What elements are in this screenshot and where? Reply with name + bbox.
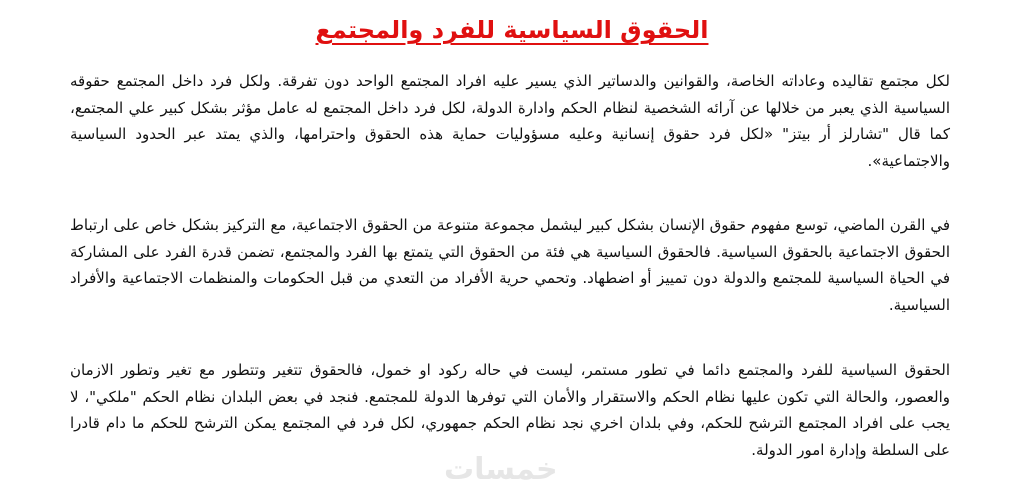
paragraph-3: الحقوق السياسية للفرد والمجتمع دائما في تطور مستمر، ليست في حاله ركود او خمول، فالحقوق تتغير وتتطور مع تغير وتطور الازمان والعصور، والحالة التي تكون عليها نظام الحكم والاستقرار والأمان التي توفرها الدولة للمجتمع. فنجد في بعض البلدان نظام الحكم "ملكي"، لا يجب على افراد المجتمع الترشح للحكم، وفي بلدان اخري نجد نظام الحكم جمهوري، لكل فرد في المجتمع يمكن الترشح للحكم ما دام قادرا على السلطة وإدارة امور الدولة. [70,361,950,459]
paragraph-1: لكل مجتمع تقاليده وعاداته الخاصة، والقوانين والدساتير الذي يسير عليه افراد المجتمع الواحد دون تفرقة. ولكل فرد داخل المجتمع حقوقه السياسية الذي يعبر من خلالها عن آرائه الشخصية لنظام الحكم وادارة الدولة، لكل فرد داخل المجتمع له عامل مؤثر بشكل كبير علي المجتمع، كما قال "تشارلز أر بيتز" «لكل فرد حقوق إنسانية وعليه مسؤوليات حماية هذه الحقوق واحترامها، والذي يمتد عبر الحدود السياسية والاجتماعية». [70,72,950,170]
paragraph-2: في القرن الماضي، توسع مفهوم حقوق الإنسان بشكل كبير ليشمل مجموعة متنوعة من الحقوق الاجتماعية، مع التركيز بشكل خاص على ارتباط الحقوق الاجتماعية بالحقوق السياسية. فالحقوق السياسية هي فئة من الحقوق التي يتمتع بها الفرد والمجتمع، تضمن قدرة الفرد على المشاركة في الحياة السياسية للمجتمع والدولة دون تمييز أو اضطهاد. وتحمي حرية الأفراد من التعدي من قبل الحكومات والمنظمات الاجتماعية والأفراد السياسية. [70,216,950,314]
document-title [0,12,1024,48]
watermark-logo: خمسات [444,452,558,487]
document-title-text: الحقوق السياسية للفرد والمجتمع [315,16,709,44]
